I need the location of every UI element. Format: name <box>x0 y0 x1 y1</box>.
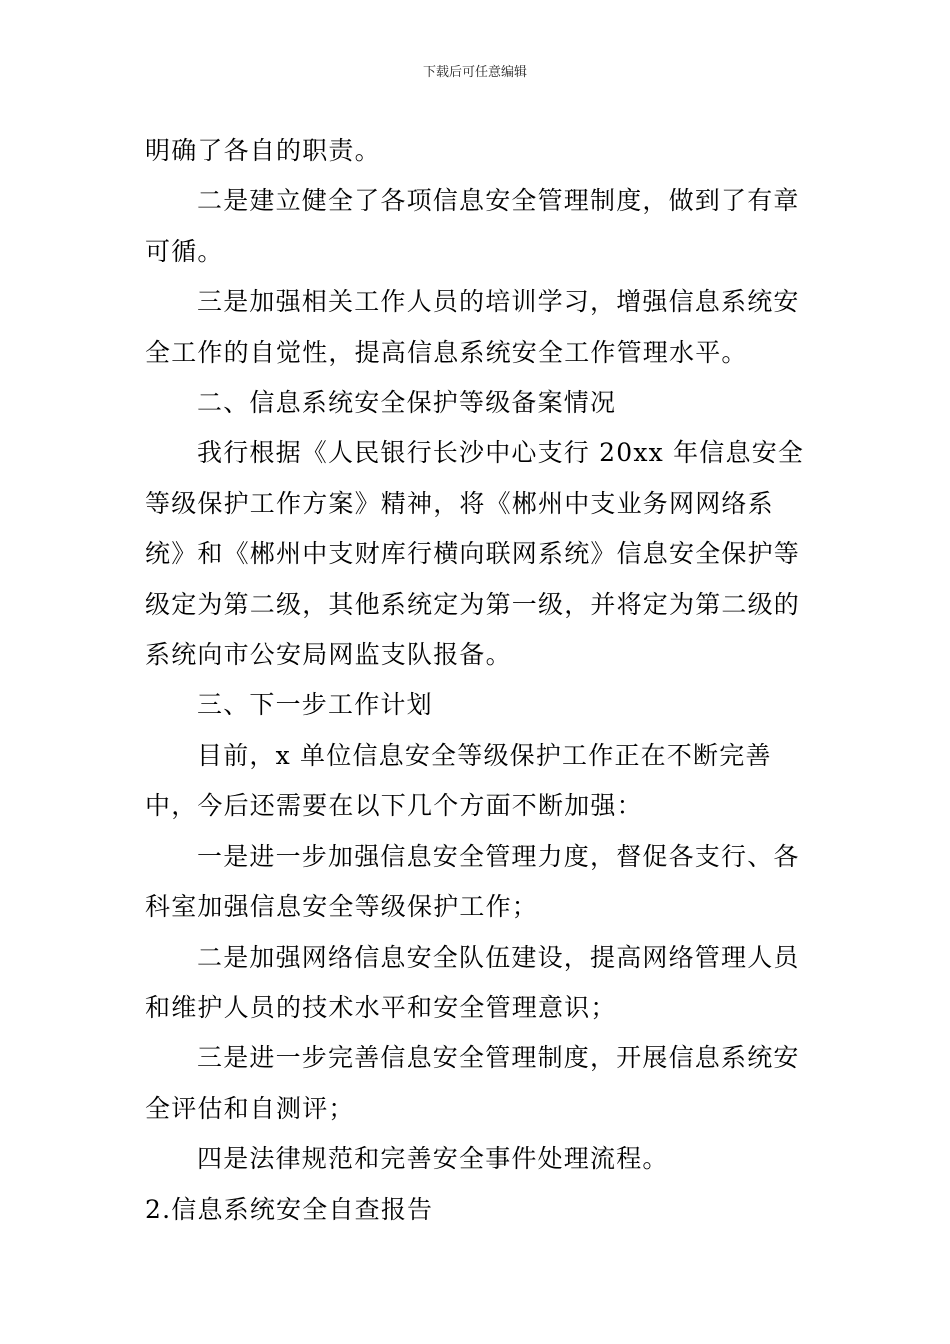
paragraph-training: 三是加强相关工作人员的培训学习，增强信息系统安全工作的自觉性，提高信息系统安全工作管理水平。 <box>145 287 800 367</box>
paragraph-current-status: 目前，x 单位信息安全等级保护工作正在不断完善中，今后还需要在以下几个方面不断加强： <box>145 740 772 821</box>
paragraph-step-one: 一是进一步加强信息安全管理力度，督促各支行、各科室加强信息安全等级保护工作； <box>145 841 800 922</box>
section-heading-next-steps: 三、下一步工作计划 <box>197 690 433 720</box>
paragraph-filing-details: 我行根据《人民银行长沙中心支行 20xx 年信息安全等级保护工作方案》精神，将《郴州中支业务网网络系统》和《郴州中支财库行横向联网系统》信息安全保护等级定为第二级，其他系统定为第一级，并将定为第二级的系统向市公安局网监支队报备。 <box>145 438 805 670</box>
paragraph-step-two: 二是加强网络信息安全队伍建设，提高网络管理人员和维护人员的技术水平和安全管理意识； <box>145 942 800 1022</box>
page-header-note: 下载后可任意编辑 <box>422 65 527 80</box>
paragraph-management-system: 二是建立健全了各项信息安全管理制度，做到了有章可循。 <box>145 186 800 266</box>
paragraph-step-three: 三是进一步完善信息安全管理制度，开展信息系统安全评估和自测评； <box>145 1043 800 1123</box>
section-heading-filing: 二、信息系统安全保护等级备案情况 <box>197 388 617 418</box>
section-title-self-check-report: 2.信息系统安全自查报告 <box>145 1194 434 1224</box>
paragraph-duties: 明确了各自的职责。 <box>145 136 381 165</box>
document-body <box>145 126 807 1235</box>
paragraph-step-four: 四是法律规范和完善安全事件处理流程。 <box>197 1144 669 1174</box>
